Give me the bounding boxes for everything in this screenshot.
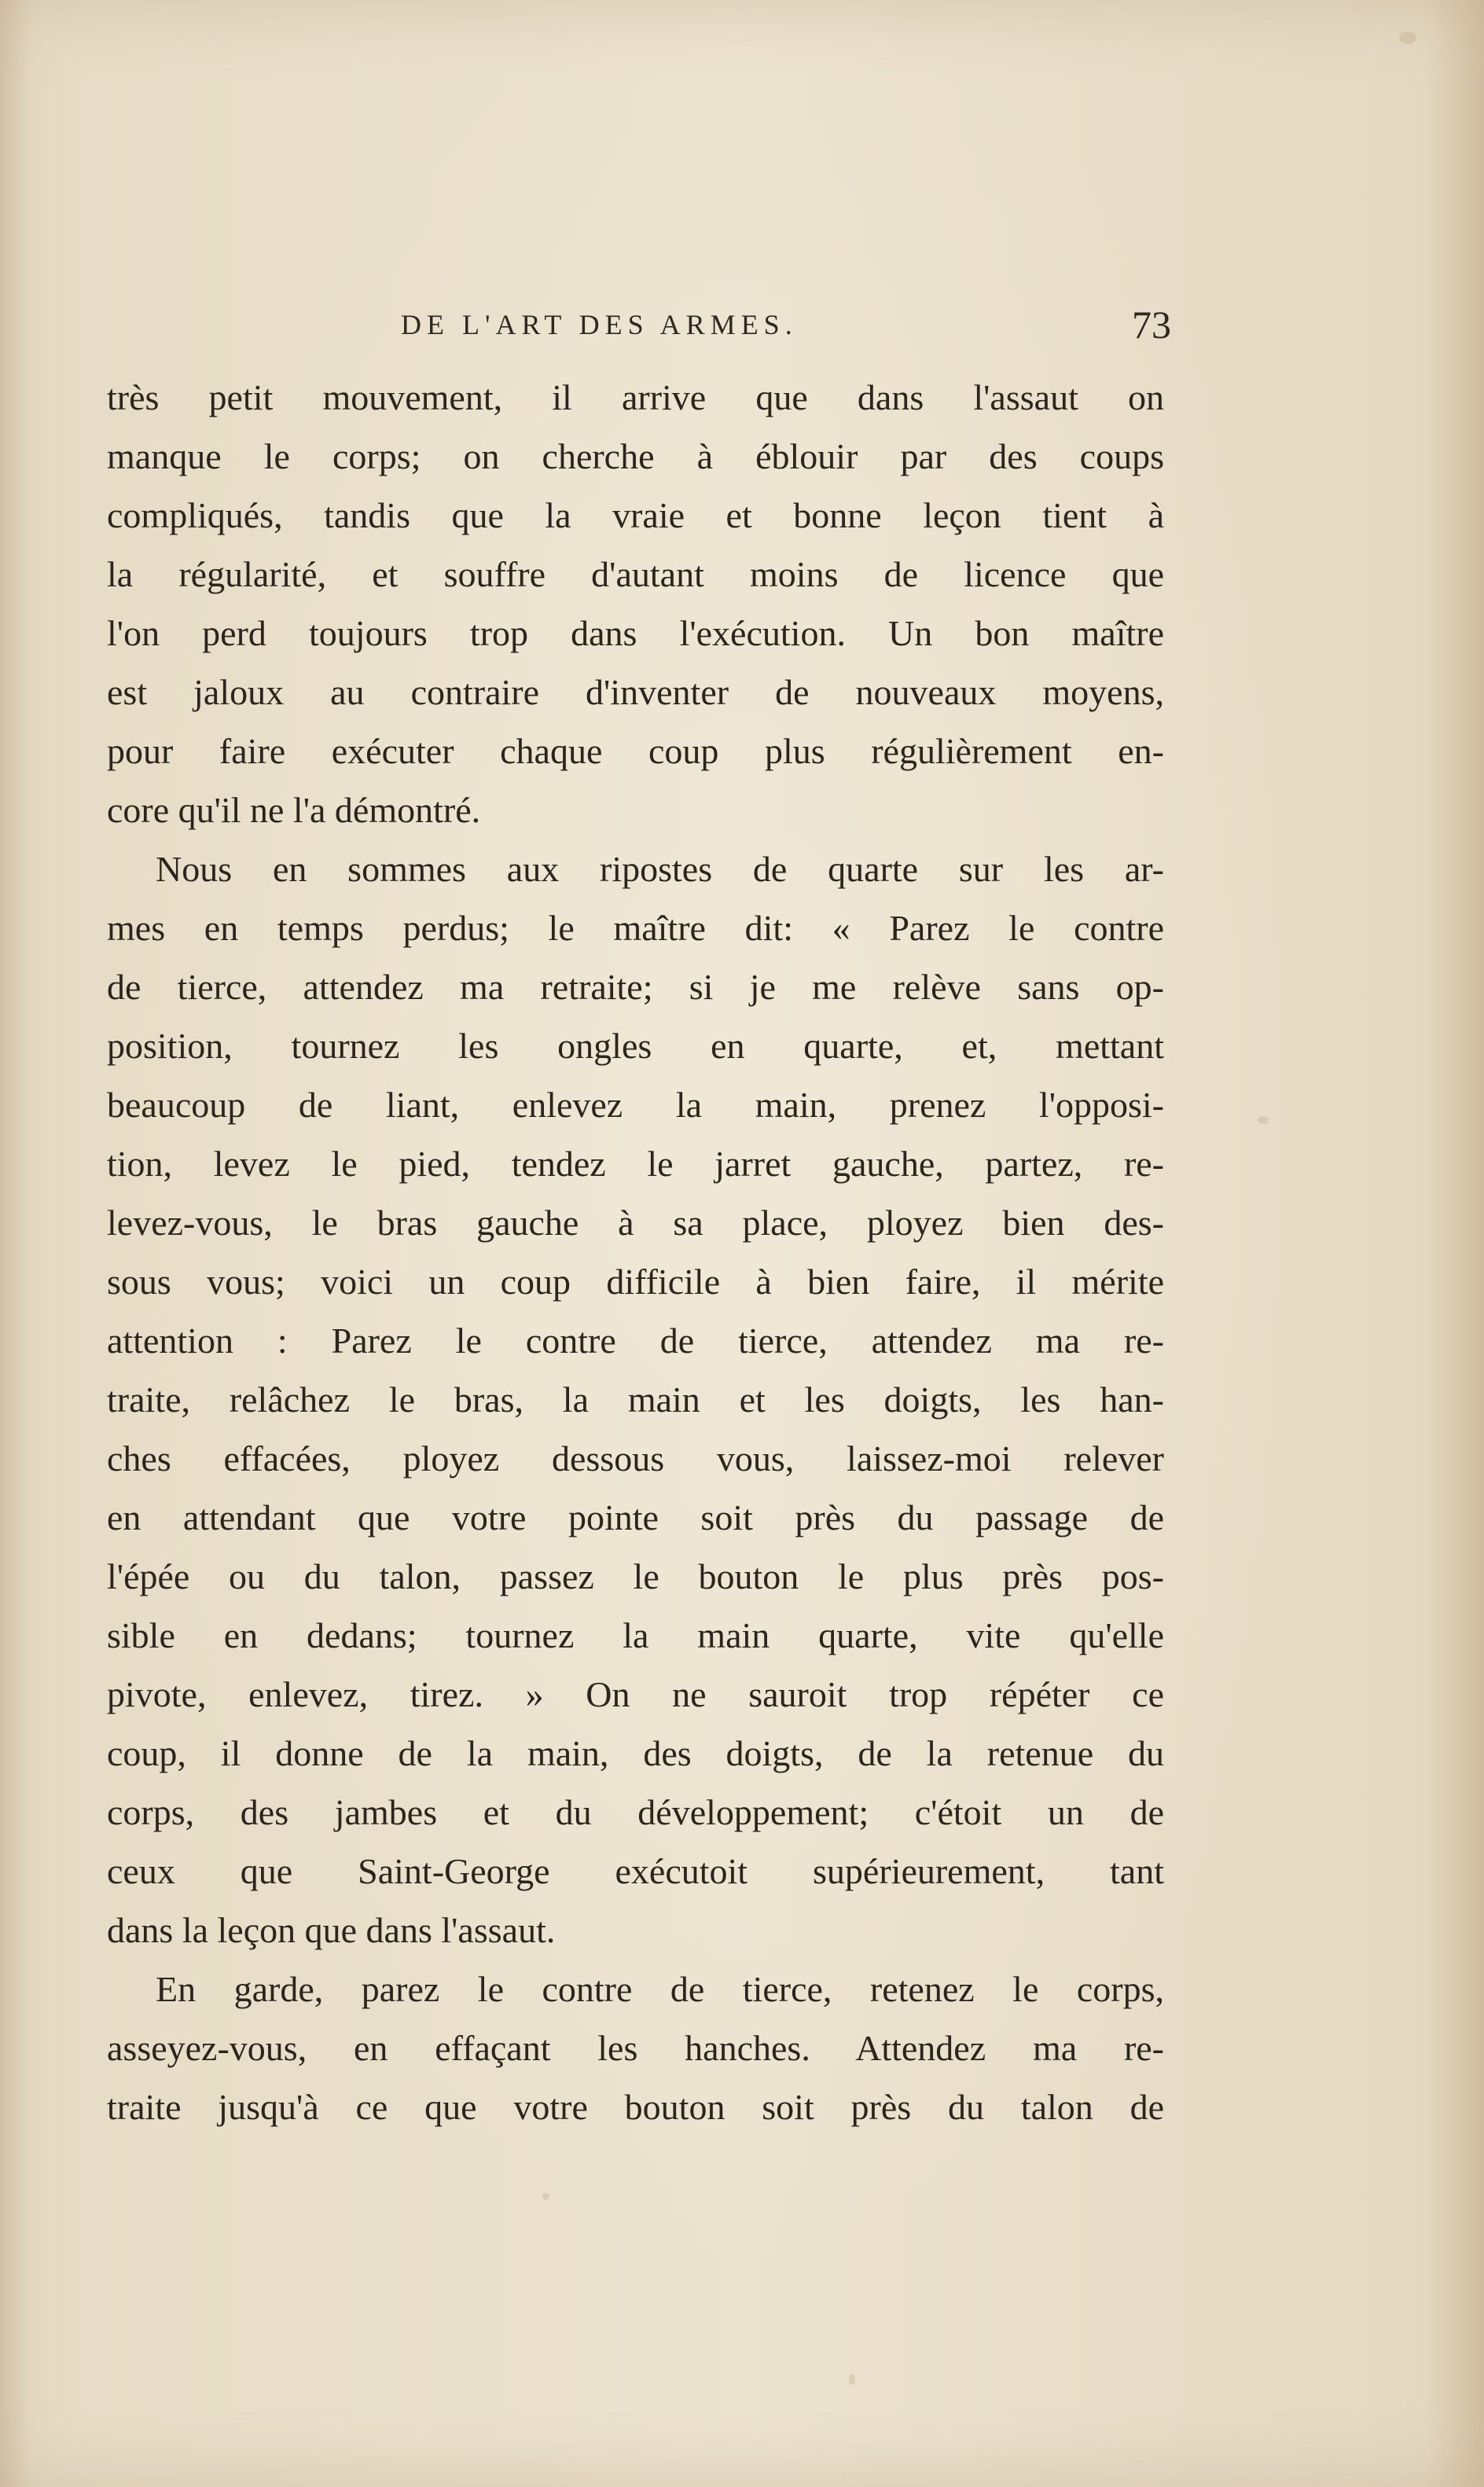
- paper-stain: [542, 2193, 549, 2200]
- text-line: est jaloux au contraire d'inventer de nouveaux moyens,: [107, 672, 1164, 712]
- text-line: tion, levez le pied, tendez le jarret gauche, partez, re-: [107, 1144, 1164, 1184]
- text-line: pour faire exécuter chaque coup plus régulièrement en-: [107, 731, 1164, 771]
- text-line: ceux que Saint-George exécutoit supérieurement, tant: [107, 1851, 1164, 1891]
- text-line: sous vous; voici un coup difficile à bien faire, il mérite: [107, 1262, 1164, 1302]
- text-line: compliqués, tandis que la vraie et bonne leçon tient à: [107, 495, 1164, 535]
- body-text: [107, 368, 1164, 2136]
- text-line: corps, des jambes et du développement; c'étoit un de: [107, 1792, 1164, 1832]
- paper-stain: [849, 2374, 855, 2385]
- text-line: ches effacées, ployez dessous vous, laissez-moi relever: [107, 1438, 1164, 1479]
- paragraph-start-line: Nous en sommes aux ripostes de quarte sur les ar-: [156, 849, 1164, 889]
- paper-stain: [1399, 31, 1416, 44]
- text-line: manque le corps; on cherche à éblouir par des coups: [107, 436, 1164, 476]
- text-line: l'épée ou du talon, passez le bouton le plus près pos-: [107, 1556, 1164, 1596]
- text-line: attention : Parez le contre de tierce, attendez ma re-: [107, 1321, 1164, 1361]
- page-number: 73: [1132, 303, 1171, 347]
- paper-stain: [1258, 1116, 1269, 1124]
- text-line: levez-vous, le bras gauche à sa place, ployez bien des-: [107, 1203, 1164, 1243]
- text-line: sible en dedans; tournez la main quarte, vite qu'elle: [107, 1615, 1164, 1655]
- text-line: beaucoup de liant, enlevez la main, prenez l'opposi-: [107, 1085, 1164, 1125]
- text-line: asseyez-vous, en effaçant les hanches. Attendez ma re-: [107, 2028, 1164, 2068]
- text-line: très petit mouvement, il arrive que dans l'assaut on: [107, 377, 1164, 417]
- text-line: traite jusqu'à ce que votre bouton soit près du talon de: [107, 2087, 1164, 2127]
- text-line: l'on perd toujours trop dans l'exécution. Un bon maître: [107, 613, 1164, 653]
- text-line: de tierce, attendez ma retraite; si je me relève sans op-: [107, 967, 1164, 1007]
- text-line: en attendant que votre pointe soit près du passage de: [107, 1497, 1164, 1537]
- text-line: coup, il donne de la main, des doigts, de la retenue du: [107, 1733, 1164, 1773]
- text-line: traite, relâchez le bras, la main et les doigts, les han-: [107, 1379, 1164, 1420]
- text-line: core qu'il ne l'a démontré.: [107, 790, 481, 830]
- paragraph-start-line: En garde, parez le contre de tierce, retenez le corps,: [156, 1969, 1164, 2009]
- text-line: mes en temps perdus; le maître dit: « Parez le contre: [107, 908, 1164, 948]
- text-line: la régularité, et souffre d'autant moins de licence que: [107, 554, 1164, 594]
- page-header: [401, 303, 1171, 355]
- text-line: pivote, enlevez, tirez. » On ne sauroit trop répéter ce: [107, 1674, 1164, 1714]
- running-title: DE L'ART DES ARMES.: [401, 309, 798, 340]
- text-line: dans la leçon que dans l'assaut.: [107, 1910, 556, 1950]
- text-line: position, tournez les ongles en quarte, et, mettant: [107, 1026, 1164, 1066]
